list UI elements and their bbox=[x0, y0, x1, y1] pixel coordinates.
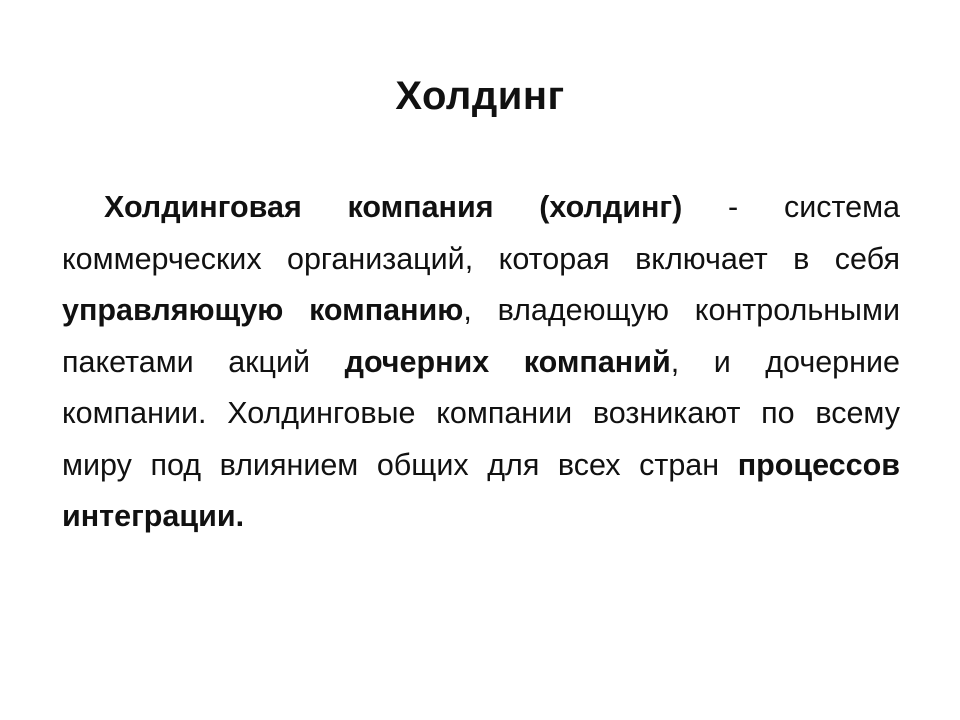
term-integration: процессов интеграции. bbox=[62, 447, 900, 533]
definition-paragraph bbox=[62, 182, 900, 543]
term-holding-company: Холдинговая компания (холдинг) bbox=[104, 190, 683, 224]
slide-title: Холдинг bbox=[395, 74, 565, 118]
term-subsidiaries: дочерних компаний bbox=[344, 344, 671, 379]
text-segment-1: - система коммерческих организаций, которая включает в себя bbox=[62, 190, 900, 276]
text-segment-2: , владеющую контрольными пакетами акций bbox=[62, 293, 900, 379]
text-segment-3: , и дочерние компании. Холдинговые компании возникают по всему миру под влиянием общих для всех стран bbox=[62, 344, 900, 482]
term-managing-company: управляющую компанию bbox=[62, 293, 464, 327]
